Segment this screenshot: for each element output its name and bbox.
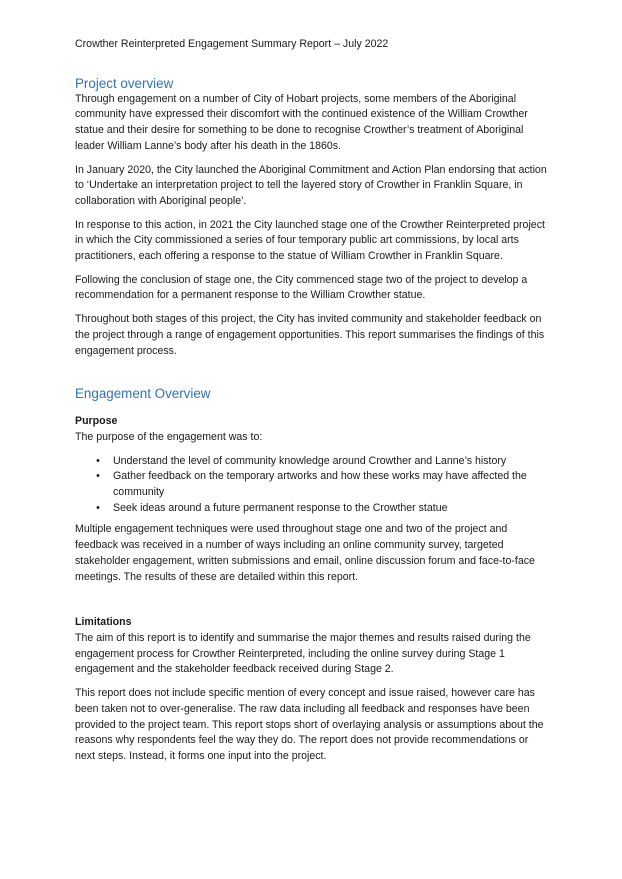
project-overview-paragraph: Following the conclusion of stage one, the City commenced stage two of the project to develop a recommendation for a permanent response to the William Crowther statue. bbox=[75, 273, 528, 302]
list-item bbox=[96, 501, 550, 517]
list-item-text: Seek ideas around a future permanent response to the Crowther statue bbox=[113, 501, 448, 514]
purpose-intro: The purpose of the engagement was to: bbox=[75, 430, 263, 443]
limitations-subheading: Limitations bbox=[75, 616, 132, 629]
purpose-closing-paragraph: Multiple engagement techniques were used throughout stage one and two of the project and feedback was received in a number of ways including an online community survey, targeted stakeholder engagement, written submissions and email, online discussion forum and face-to-face meetings. The results of these are detailed within this report. bbox=[75, 523, 535, 583]
bullet-icon: • bbox=[96, 454, 100, 467]
list-item-text: Gather feedback on the temporary artworks and how these works may have affected the community bbox=[113, 470, 527, 499]
running-header: Crowther Reinterpreted Engagement Summary Report – July 2022 bbox=[75, 38, 389, 50]
project-overview-heading: Project overview bbox=[75, 75, 174, 91]
document-page bbox=[75, 37, 550, 773]
purpose-subheading: Purpose bbox=[75, 415, 118, 428]
project-overview-paragraph: In response to this action, in 2021 the City launched stage one of the Crowther Reinterpreted project in which the City commissioned a series of four temporary public art commissions, by local arts practitioners, each offering a response to the statue of William Crowther in Franklin Square. bbox=[75, 218, 545, 263]
bullet-icon: • bbox=[96, 470, 100, 483]
list-item bbox=[96, 469, 550, 500]
project-overview-paragraph: In January 2020, the City launched the Aboriginal Commitment and Action Plan endorsing that action to ‘Undertake an interpretation project to tell the layered story of Crowther in Franklin Square, in collaboration with Aboriginal people’. bbox=[75, 163, 547, 207]
limitations-paragraph: This report does not include specific mention of every concept and issue raised, however care has been taken not to over-generalise. The raw data including all feedback and responses have been provided to the project team. This report stops short of overlaying analysis or assumptions about the reasons why respondents feel the way they do. The report does not provide recommendations or next steps. Instead, it forms one input into the project. bbox=[75, 687, 544, 762]
bullet-icon: • bbox=[96, 501, 100, 514]
project-overview-paragraph: Throughout both stages of this project, the City has invited community and stakeholder feedback on the project through a range of engagement opportunities. This report summarises the findings of this engagement process. bbox=[75, 313, 545, 357]
list-item-text: Understand the level of community knowledge around Crowther and Lanne’s history bbox=[113, 454, 507, 467]
limitations-paragraph: The aim of this report is to identify and summarise the major themes and results raised during the engagement process for Crowther Reinterpreted, including the online survey during Stage 1 engagement and the stakeholder feedback received during Stage 2. bbox=[75, 631, 531, 676]
purpose-bullet-list bbox=[75, 454, 550, 517]
list-item bbox=[96, 454, 550, 470]
project-overview-paragraph: Through engagement on a number of City of Hobart projects, some members of the Aboriginal community have expressed their discomfort with the continued existence of the William Crowther statue and their desire for something to be done to recognise Crowther’s treatment of Aboriginal leader William Lanne’s body after his death in the 1860s. bbox=[75, 92, 528, 152]
engagement-overview-heading: Engagement Overview bbox=[75, 386, 211, 402]
